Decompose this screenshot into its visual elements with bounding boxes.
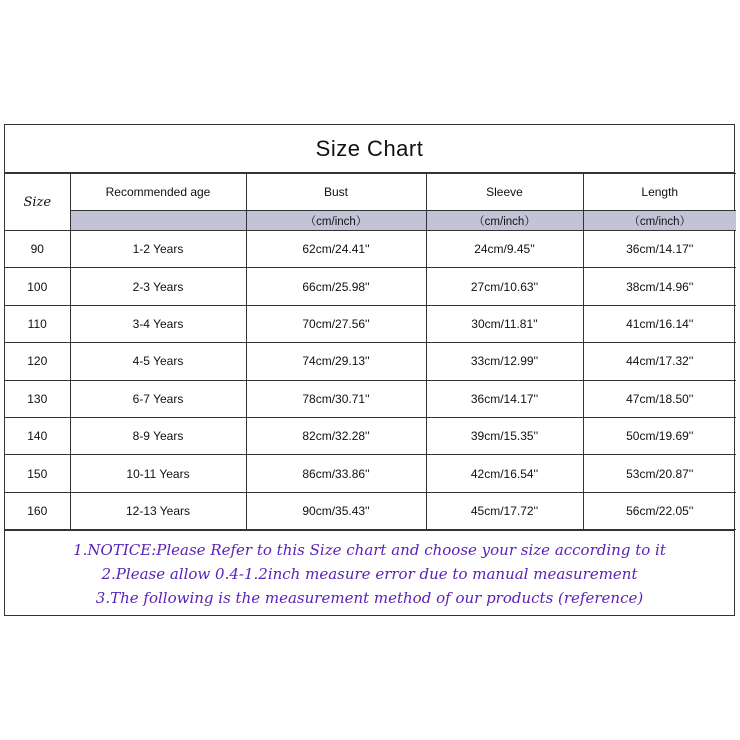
length-header: Length bbox=[583, 174, 736, 211]
size-table bbox=[5, 173, 736, 530]
note-line: 3.The following is the measurement method of our products (reference) bbox=[95, 589, 644, 607]
size-cell: 100 bbox=[5, 268, 70, 305]
bust-cell: 86cm/33.86'' bbox=[246, 455, 426, 492]
size-chart bbox=[4, 124, 735, 616]
table-row bbox=[5, 231, 736, 268]
length-unit: （cm/inch） bbox=[583, 211, 736, 231]
age-cell: 10-11 Years bbox=[70, 455, 246, 492]
age-cell: 12-13 Years bbox=[70, 492, 246, 529]
table-row bbox=[5, 380, 736, 417]
sleeve-cell: 33cm/12.99'' bbox=[426, 343, 583, 380]
age-cell: 3-4 Years bbox=[70, 305, 246, 342]
size-cell: 130 bbox=[5, 380, 70, 417]
bust-cell: 66cm/25.98'' bbox=[246, 268, 426, 305]
length-cell: 47cm/18.50'' bbox=[583, 380, 736, 417]
note-line: 1.NOTICE:Please Refer to this Size chart and choose your size according to it bbox=[73, 541, 666, 559]
age-cell: 4-5 Years bbox=[70, 343, 246, 380]
size-cell: 110 bbox=[5, 305, 70, 342]
size-header: Size bbox=[5, 174, 70, 231]
sleeve-header: Sleeve bbox=[426, 174, 583, 211]
sleeve-cell: 36cm/14.17'' bbox=[426, 380, 583, 417]
sleeve-cell: 30cm/11.81'' bbox=[426, 305, 583, 342]
age-cell: 6-7 Years bbox=[70, 380, 246, 417]
sleeve-unit: （cm/inch） bbox=[426, 211, 583, 231]
table-row bbox=[5, 492, 736, 529]
size-cell: 120 bbox=[5, 343, 70, 380]
length-cell: 36cm/14.17'' bbox=[583, 231, 736, 268]
sleeve-cell: 24cm/9.45'' bbox=[426, 231, 583, 268]
unit-row bbox=[5, 211, 736, 231]
age-cell: 1-2 Years bbox=[70, 231, 246, 268]
bust-cell: 90cm/35.43'' bbox=[246, 492, 426, 529]
age-cell: 8-9 Years bbox=[70, 417, 246, 454]
age-cell: 2-3 Years bbox=[70, 268, 246, 305]
age-unit-cell bbox=[70, 211, 246, 231]
length-cell: 38cm/14.96'' bbox=[583, 268, 736, 305]
length-cell: 44cm/17.32'' bbox=[583, 343, 736, 380]
note-line: 2.Please allow 0.4-1.2inch measure error due to manual measurement bbox=[101, 565, 638, 583]
sleeve-cell: 39cm/15.35'' bbox=[426, 417, 583, 454]
bust-cell: 82cm/32.28'' bbox=[246, 417, 426, 454]
size-cell: 90 bbox=[5, 231, 70, 268]
sleeve-cell: 42cm/16.54'' bbox=[426, 455, 583, 492]
bust-cell: 62cm/24.41'' bbox=[246, 231, 426, 268]
bust-cell: 70cm/27.56'' bbox=[246, 305, 426, 342]
table-row bbox=[5, 268, 736, 305]
bust-cell: 78cm/30.71'' bbox=[246, 380, 426, 417]
sleeve-cell: 27cm/10.63'' bbox=[426, 268, 583, 305]
size-cell: 160 bbox=[5, 492, 70, 529]
length-cell: 53cm/20.87'' bbox=[583, 455, 736, 492]
age-header: Recommended age bbox=[70, 174, 246, 211]
header-row bbox=[5, 174, 736, 211]
size-cell: 140 bbox=[5, 417, 70, 454]
bust-unit: （cm/inch） bbox=[246, 211, 426, 231]
table-row bbox=[5, 305, 736, 342]
table-row bbox=[5, 417, 736, 454]
bust-header: Bust bbox=[246, 174, 426, 211]
bust-cell: 74cm/29.13'' bbox=[246, 343, 426, 380]
length-cell: 56cm/22.05'' bbox=[583, 492, 736, 529]
table-row bbox=[5, 343, 736, 380]
chart-title: Size Chart bbox=[5, 125, 734, 173]
length-cell: 50cm/19.69'' bbox=[583, 417, 736, 454]
notes-section bbox=[5, 530, 734, 617]
length-cell: 41cm/16.14'' bbox=[583, 305, 736, 342]
table-row bbox=[5, 455, 736, 492]
sleeve-cell: 45cm/17.72'' bbox=[426, 492, 583, 529]
size-cell: 150 bbox=[5, 455, 70, 492]
